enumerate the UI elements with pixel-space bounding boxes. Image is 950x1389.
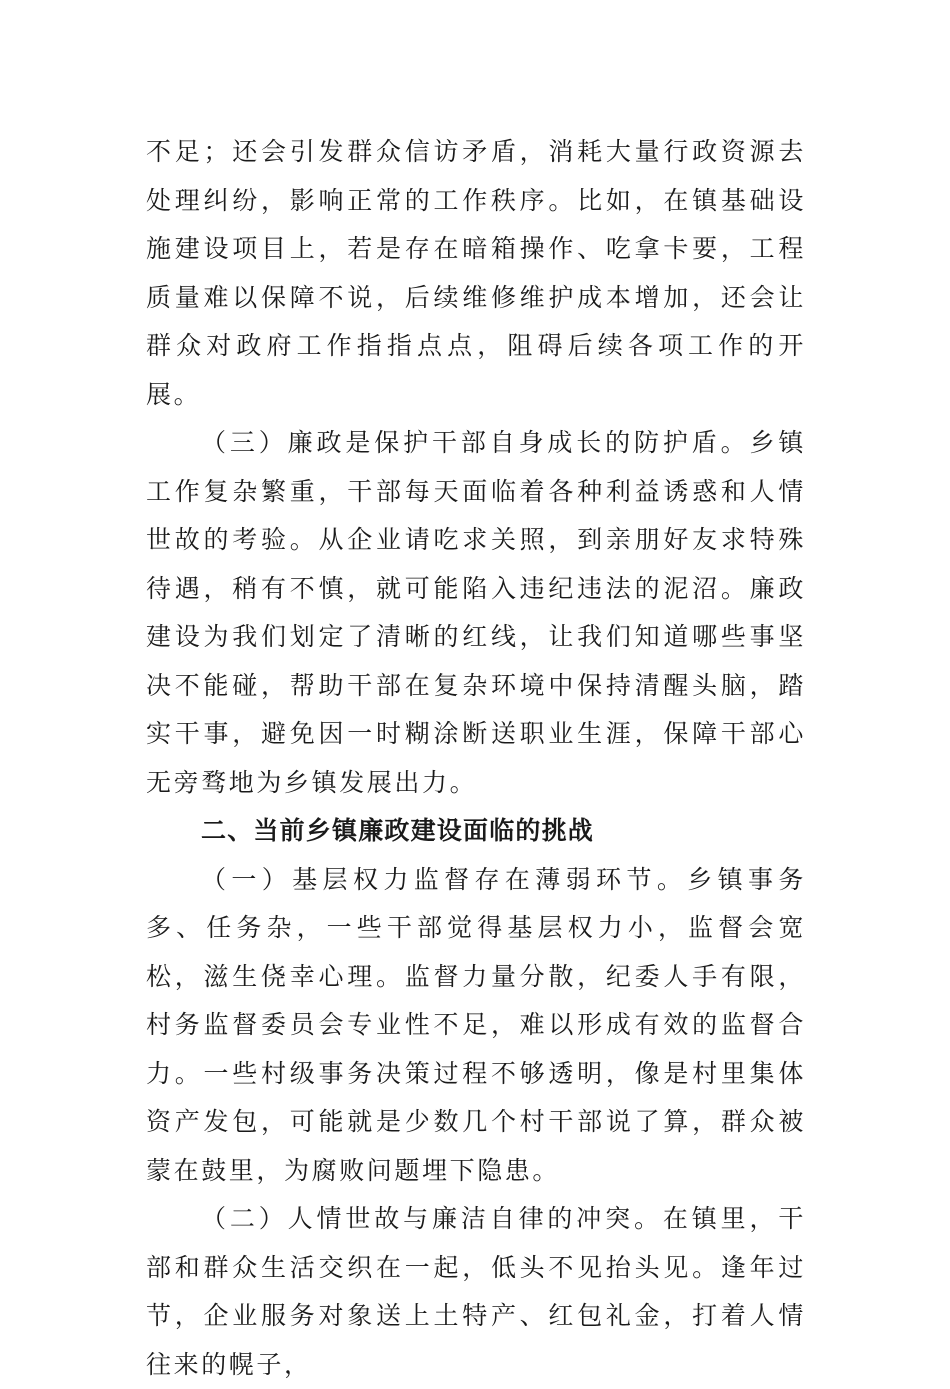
- document-body: [146, 128, 806, 1389]
- paragraph-continuation: 不足；还会引发群众信访矛盾，消耗大量行政资源去处理纠纷，影响正常的工作秩序。比如，在镇基础设施建设项目上，若是存在暗箱操作、吃拿卡要，工程质量难以保障不说，后续维修维护成本增加，还会让群众对政府工作指指点点，阻碍后续各项工作的开展。: [146, 137, 806, 409]
- paragraph-challenge-two: （二）人情世故与廉洁自律的冲突。在镇里，干部和群众生活交织在一起，低头不见抬头见。逢年过节，企业服务对象送上土特产、红包礼金，打着人情往来的幌子，: [146, 1204, 806, 1379]
- section-heading-challenges: 二、当前乡镇廉政建设面临的挑战: [201, 816, 595, 845]
- paragraph-challenge-one: （一）基层权力监督存在薄弱环节。乡镇事务多、任务杂，一些干部觉得基层权力小，监督会宽松，滋生侥幸心理。监督力量分散，纪委人手有限，村务监督委员会专业性不足，难以形成有效的监督合力。一些村级事务决策过程不够透明，像是村里集体资产发包，可能就是少数几个村干部说了算，群众被蒙在鼓里，为腐败问题埋下隐患。: [146, 864, 806, 1185]
- paragraph-section-three: （三）廉政是保护干部自身成长的防护盾。乡镇工作复杂繁重，干部每天面临着各种利益诱惑和人情世故的考验。从企业请吃求关照，到亲朋好友求特殊待遇，稍有不慎，就可能陷入违纪违法的泥沼。廉政建设为我们划定了清晰的红线，让我们知道哪些事坚决不能碰，帮助干部在复杂环境中保持清醒头脑，踏实干事，避免因一时糊涂断送职业生涯，保障干部心无旁骛地为乡镇发展出力。: [146, 428, 806, 797]
